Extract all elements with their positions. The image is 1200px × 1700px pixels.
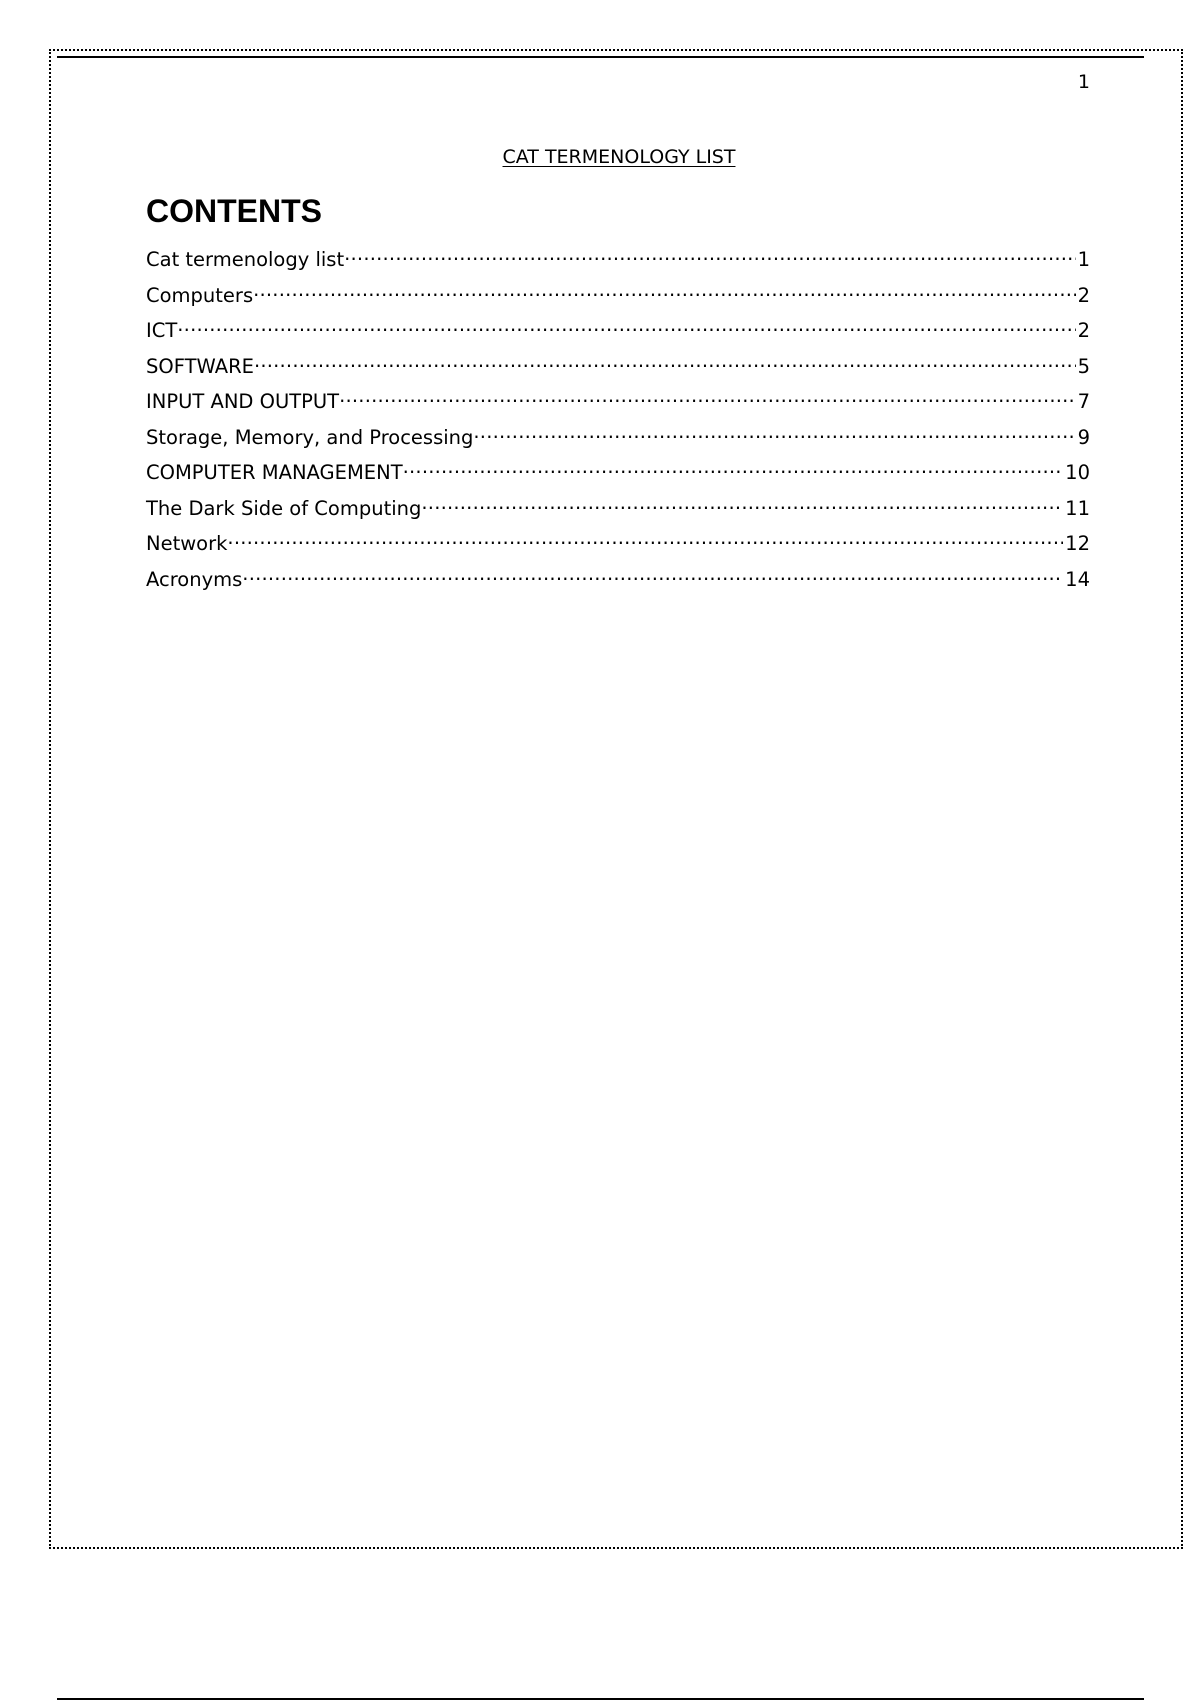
toc-entry[interactable]	[146, 242, 1090, 278]
toc-entry[interactable]	[146, 420, 1090, 456]
toc-dot-leader	[473, 420, 1075, 444]
toc-dot-leader	[177, 313, 1075, 337]
contents-heading: CONTENTS	[146, 193, 322, 229]
toc-entry[interactable]	[146, 313, 1090, 349]
toc-dot-leader	[227, 526, 1063, 550]
toc-entry-label: Computers	[146, 283, 254, 307]
toc-entry-page: 5	[1077, 354, 1090, 378]
toc-entry[interactable]	[146, 384, 1090, 420]
toc-dot-leader	[403, 455, 1064, 479]
toc-entry[interactable]	[146, 526, 1090, 562]
toc-entry-label: Cat termenology list	[146, 248, 345, 271]
page-number: 1	[1077, 71, 1090, 93]
toc-entry-page: 14	[1065, 567, 1090, 591]
toc-entry-label: ICT	[146, 319, 178, 342]
toc-entry-label: COMPUTER MANAGEMENT	[146, 461, 403, 484]
toc-entry-page: 2	[1077, 283, 1090, 307]
toc-entry[interactable]	[146, 562, 1090, 598]
toc-entry-page: 7	[1077, 390, 1090, 413]
toc-entry[interactable]	[146, 455, 1090, 491]
table-of-contents	[146, 242, 1090, 597]
toc-entry-label: INPUT AND OUTPUT	[146, 390, 340, 413]
toc-entry-label: SOFTWARE	[146, 354, 254, 378]
toc-dot-leader	[242, 562, 1063, 586]
document-title	[0, 145, 1200, 169]
toc-entry-page: 2	[1077, 319, 1090, 342]
toc-entry[interactable]	[146, 278, 1090, 314]
toc-entry-label: The Dark Side of Computing	[146, 496, 422, 520]
toc-entry[interactable]	[146, 491, 1090, 527]
toc-entry-label: Storage, Memory, and Processing	[146, 425, 474, 449]
document-title-text: CAT TERMENOLOGY LIST	[502, 146, 736, 168]
toc-entry-page: 1	[1077, 248, 1090, 271]
toc-dot-leader	[421, 491, 1063, 515]
toc-entry-page: 12	[1065, 532, 1090, 555]
toc-dot-leader	[344, 242, 1075, 266]
toc-entry-label: Network	[146, 532, 228, 555]
toc-dot-leader	[254, 349, 1076, 373]
toc-dot-leader	[339, 384, 1075, 408]
toc-entry-label: Acronyms	[146, 567, 243, 591]
toc-dot-leader	[253, 278, 1075, 302]
toc-entry-page: 10	[1065, 461, 1090, 484]
toc-entry[interactable]	[146, 349, 1090, 385]
toc-entry-page: 9	[1077, 425, 1090, 449]
header-rule	[57, 56, 1144, 58]
toc-entry-page: 11	[1065, 496, 1090, 520]
